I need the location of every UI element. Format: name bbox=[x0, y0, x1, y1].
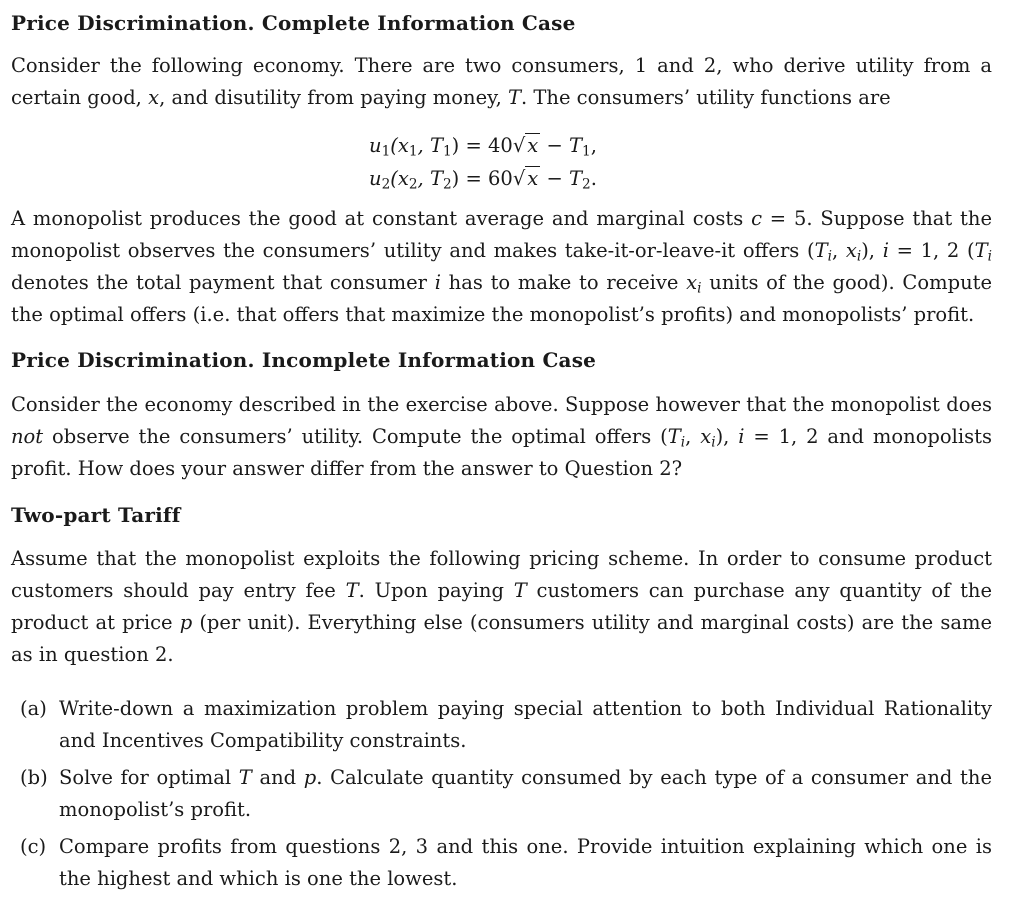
list-item bbox=[11, 693, 992, 757]
section-title-incomplete-information: Price Discrimination. Incomplete Information Case bbox=[11, 348, 597, 372]
list-item-text: Compare profits from questions 2, 3 and this one. Provide intuition explaining which one is the highest and which is one the lowest. bbox=[59, 835, 992, 890]
utility-equations bbox=[11, 129, 992, 195]
utility-equation-consumer-1: $u_1(x_1$, $T_1) = 40√$ $x - T_1$, bbox=[369, 134, 597, 160]
utility-equation-consumer-2: $u_2(x_2$, $T_2) = 60√$ $x - T_2$. bbox=[369, 167, 597, 193]
list-item-label: (c) bbox=[20, 835, 47, 858]
list-item bbox=[11, 762, 992, 826]
list-item-label: (a) bbox=[20, 697, 47, 720]
paragraph-pricing-scheme: Assume that the monopolist exploits the following pricing scheme. In order to consume product customers should pay entry fee T. Upon paying T customers can purchase any quantity of the product at price p (per unit). Everything else (consumers utility and marginal costs) are the same as in question 2. bbox=[11, 547, 992, 666]
list-item-text: Solve for optimal T and p. Calculate quantity consumed by each type of a consumer and the monopolist’s profit. bbox=[59, 766, 992, 821]
paragraph-monopolist-incomplete: Consider the economy described in the exercise above. Suppose however that the monopolist does not observe the consumers’ utility. Compute the optimal offers ($T_i$, $x_i$), i = 1, 2 and monopolists profit. How does your answer differ from the answer to Question 2? bbox=[11, 393, 992, 480]
list-item bbox=[11, 831, 992, 895]
paragraph-monopolist-complete: A monopolist produces the good at constant average and marginal costs c = 5. Suppose that the monopolist observes the consumers’ utility and makes take-it-or-leave-it offers ($T_i$, $x_i$), i = 1, 2 ($T_i$ denotes the total payment that consumer i has to make to receive $x_i$ units of the good). Compute the optimal offers (i.e. that offers that maximize the monopolist’s profits) and monopolists’ profit. bbox=[11, 207, 993, 326]
section-title-two-part-tariff: Two-part Tariff bbox=[11, 503, 181, 527]
section-title-complete-information: Price Discrimination. Complete Information Case bbox=[11, 11, 576, 35]
list-item-label: (b) bbox=[20, 766, 48, 789]
paragraph-economy-description: Consider the following economy. There are two consumers, 1 and 2, who derive utility from a certain good, x, and disutility from paying money, T. The consumers’ utility functions are bbox=[11, 54, 992, 109]
list-item-text: Write-down a maximization problem paying special attention to both Individual Rationality and Incentives Compatibility constraints. bbox=[59, 697, 992, 752]
question-list bbox=[11, 693, 992, 895]
